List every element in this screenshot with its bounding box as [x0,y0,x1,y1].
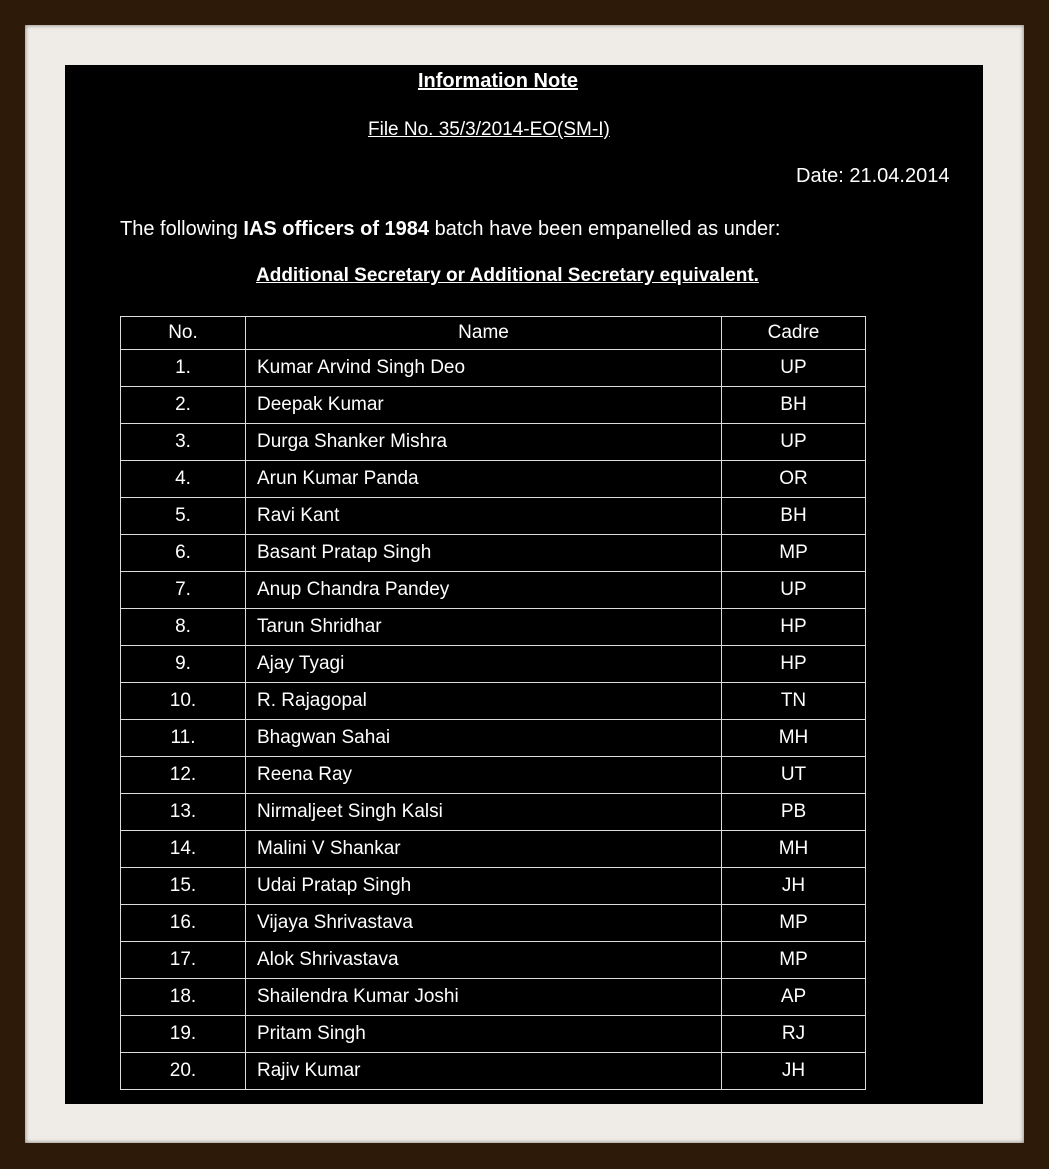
cadre: UP [722,424,866,461]
table-row [121,942,866,979]
officer-name: Deepak Kumar [246,387,722,424]
officer-name: Malini V Shankar [246,831,722,868]
document-title: Information Note [418,70,578,92]
cadre: PB [722,794,866,831]
officer-name: Arun Kumar Panda [246,461,722,498]
cadre: BH [722,387,866,424]
row-number: 1. [121,350,246,387]
table-row [121,572,866,609]
officer-name: Bhagwan Sahai [246,720,722,757]
cadre: JH [722,868,866,905]
row-number: 12. [121,757,246,794]
table-row [121,831,866,868]
row-number: 6. [121,535,246,572]
cadre: BH [722,498,866,535]
officer-name: Durga Shanker Mishra [246,424,722,461]
date: Date: 21.04.2014 [796,165,950,187]
document-page [65,65,983,1104]
intro-post: batch have been empanelled as under: [429,218,781,240]
cadre: TN [722,683,866,720]
row-number: 8. [121,609,246,646]
officer-name: Ajay Tyagi [246,646,722,683]
table-row [121,350,866,387]
cadre: OR [722,461,866,498]
row-number: 4. [121,461,246,498]
file-number: File No. 35/3/2014-EO(SM-I) [368,119,610,140]
officer-name: Rajiv Kumar [246,1053,722,1090]
cadre: MP [722,535,866,572]
table-row [121,424,866,461]
row-number: 16. [121,905,246,942]
table-row [121,757,866,794]
table-row [121,979,866,1016]
officer-name: Basant Pratap Singh [246,535,722,572]
row-number: 7. [121,572,246,609]
officer-name: Vijaya Shrivastava [246,905,722,942]
officer-name: Udai Pratap Singh [246,868,722,905]
cadre: HP [722,609,866,646]
cadre: UP [722,350,866,387]
officer-name: Anup Chandra Pandey [246,572,722,609]
officer-name: Kumar Arvind Singh Deo [246,350,722,387]
row-number: 2. [121,387,246,424]
header-cadre: Cadre [722,317,866,350]
table-row [121,683,866,720]
table-row [121,794,866,831]
header-name: Name [246,317,722,350]
cadre: AP [722,979,866,1016]
officer-name: Shailendra Kumar Joshi [246,979,722,1016]
intro-pre: The following [120,218,244,240]
table-row [121,387,866,424]
row-number: 20. [121,1053,246,1090]
intro-text [120,218,780,241]
header-no: No. [121,317,246,350]
officer-name: Tarun Shridhar [246,609,722,646]
cadre: HP [722,646,866,683]
row-number: 5. [121,498,246,535]
table-row [121,1053,866,1090]
row-number: 18. [121,979,246,1016]
row-number: 17. [121,942,246,979]
officer-name: Nirmaljeet Singh Kalsi [246,794,722,831]
subheading: Additional Secretary or Additional Secretary equivalent. [256,265,759,286]
table-header [121,317,866,350]
row-number: 11. [121,720,246,757]
row-number: 10. [121,683,246,720]
intro-bold: IAS officers of 1984 [243,218,430,240]
cadre: MH [722,720,866,757]
table-row [121,720,866,757]
cadre: JH [722,1053,866,1090]
row-number: 15. [121,868,246,905]
cadre: UP [722,572,866,609]
table-row [121,646,866,683]
cadre: RJ [722,1016,866,1053]
table-row [121,498,866,535]
table-row [121,868,866,905]
cadre: MP [722,942,866,979]
row-number: 9. [121,646,246,683]
cadre: MP [722,905,866,942]
cadre: MH [722,831,866,868]
table-row [121,461,866,498]
officer-name: Ravi Kant [246,498,722,535]
table-row [121,1016,866,1053]
officers-table [120,316,866,1090]
officer-name: R. Rajagopal [246,683,722,720]
row-number: 3. [121,424,246,461]
table-row [121,535,866,572]
table-row [121,905,866,942]
table-row [121,609,866,646]
officer-name: Reena Ray [246,757,722,794]
row-number: 13. [121,794,246,831]
officer-name: Alok Shrivastava [246,942,722,979]
cadre: UT [722,757,866,794]
row-number: 14. [121,831,246,868]
row-number: 19. [121,1016,246,1053]
officer-name: Pritam Singh [246,1016,722,1053]
